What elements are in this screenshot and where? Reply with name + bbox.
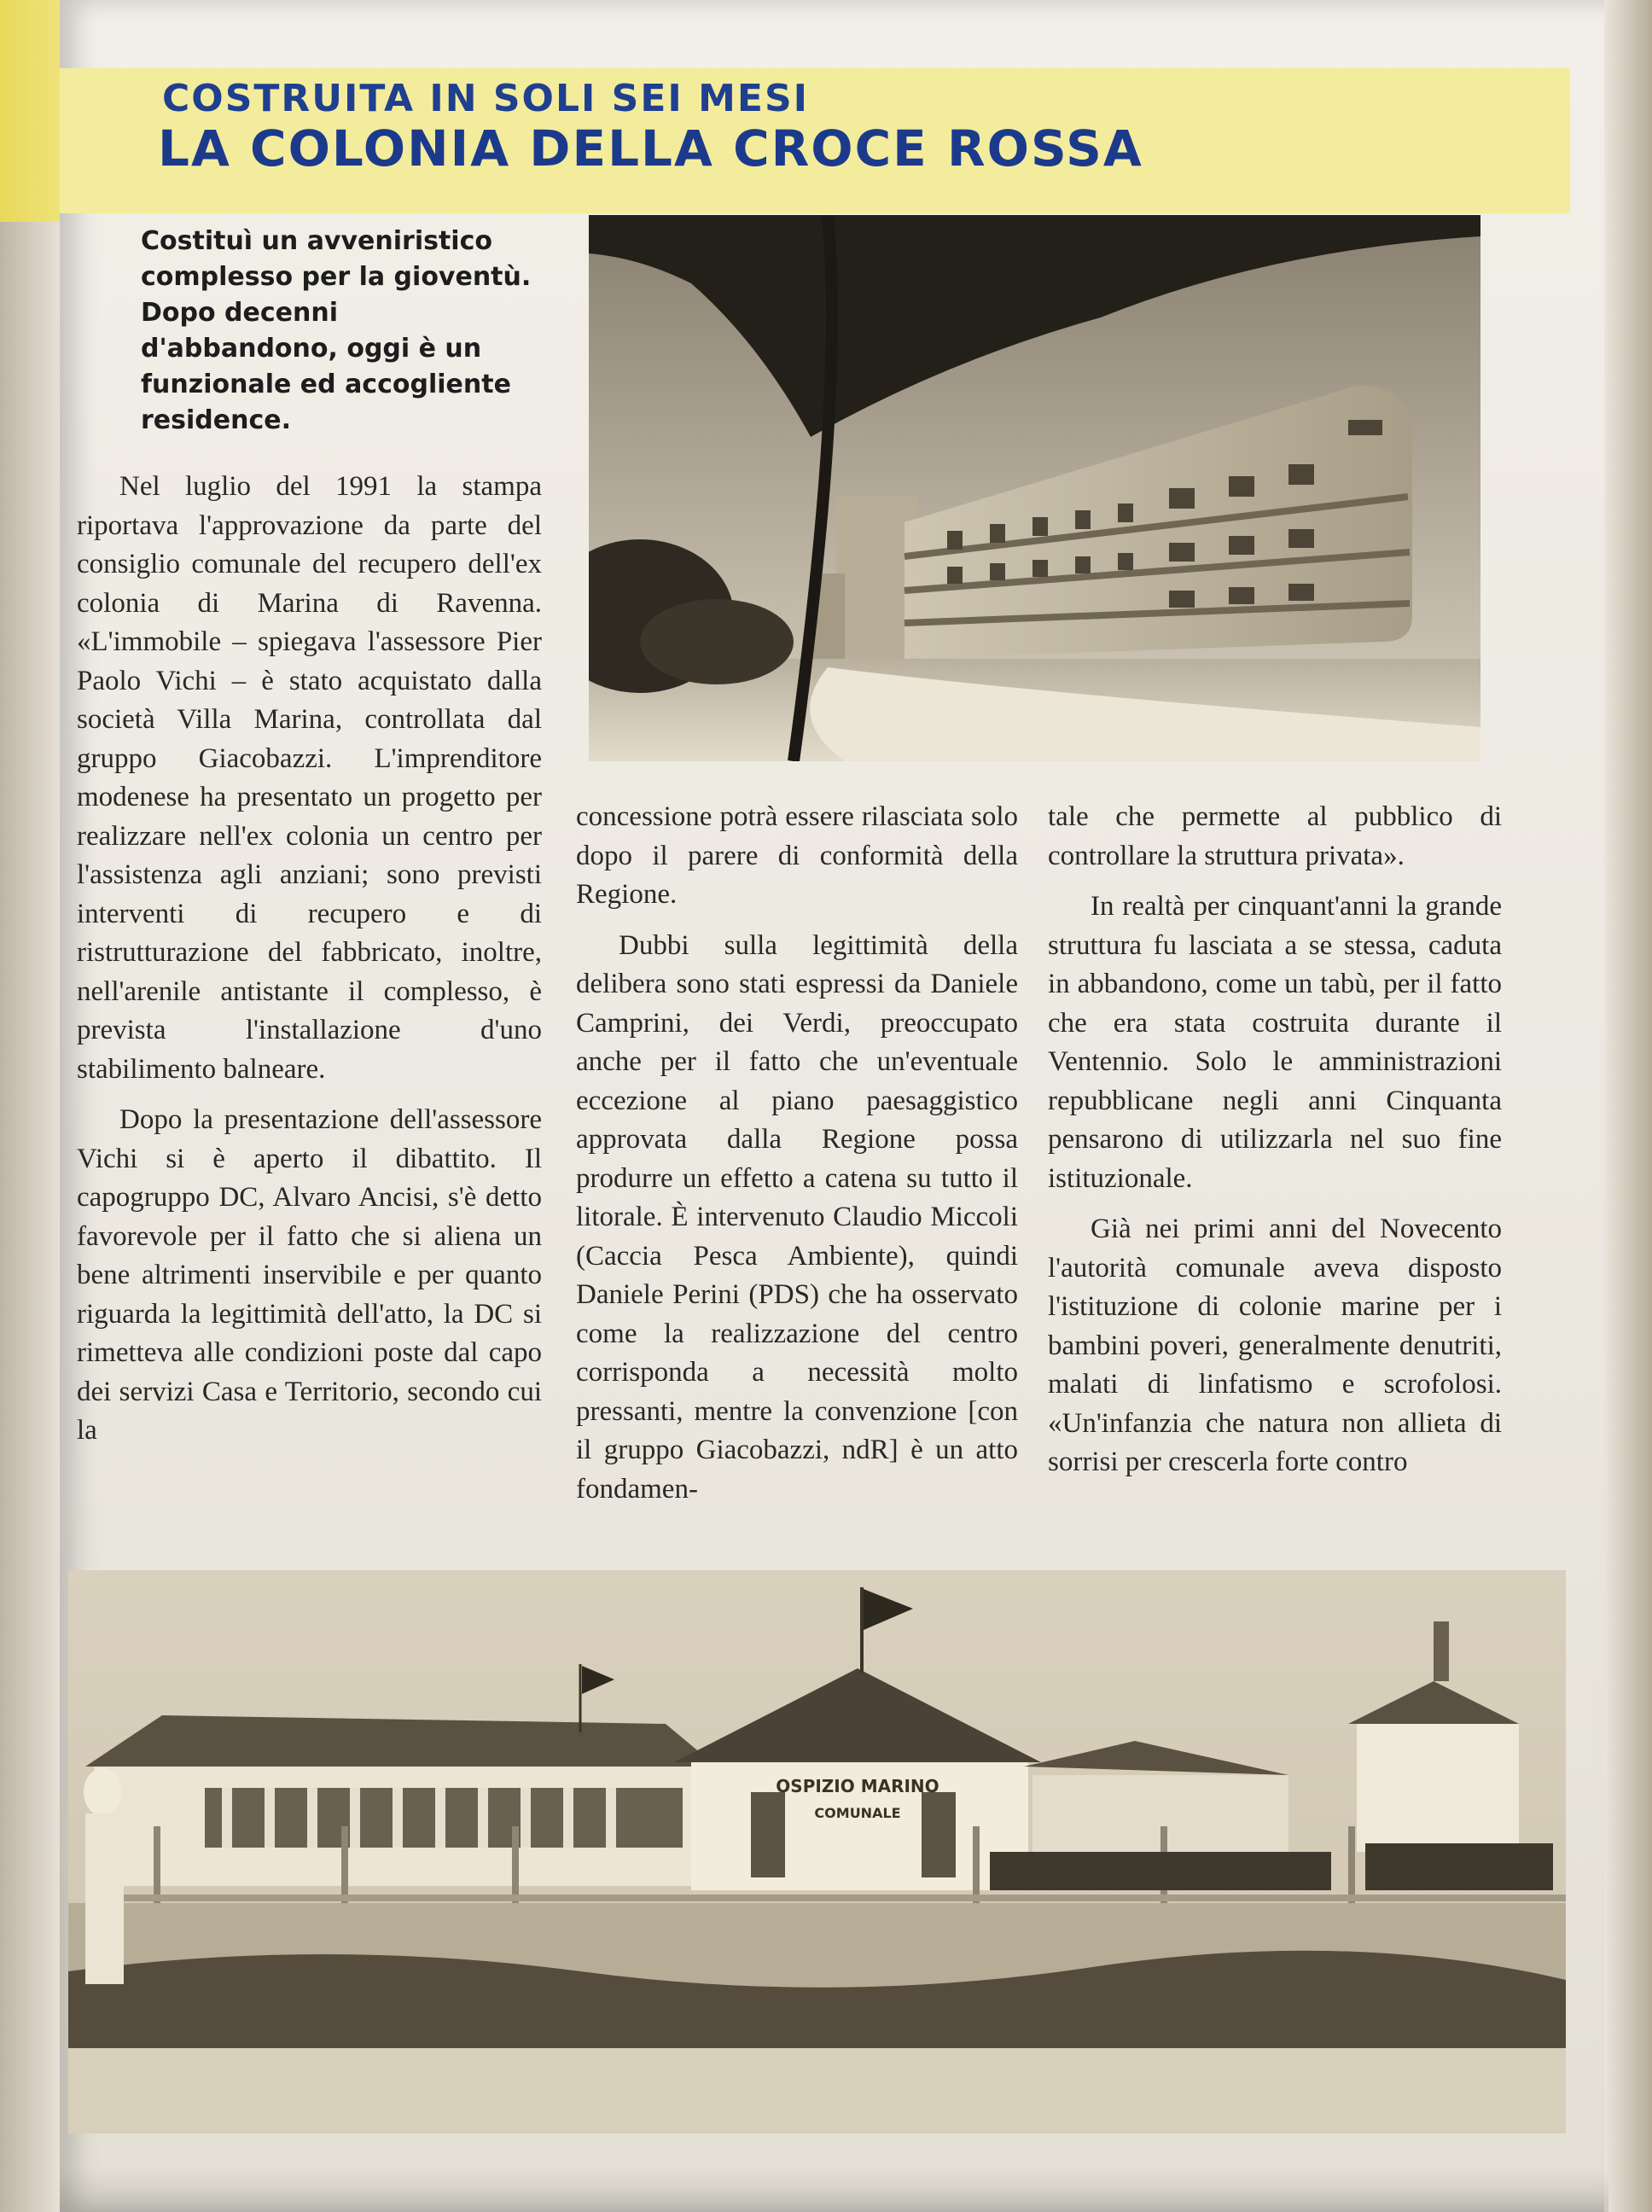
ospizio-marino-photo [68,1570,1566,2133]
paragraph: Dubbi sulla legittimità della delibera sono stati espressi da Daniele Camprini, dei Verdi, preoccupato anche per il fatto che un'eventuale eccezione al piano paesaggistico approvata dalla Regione possa produrre un effetto a catena su tutto il litorale. È intervenuto Claudio Miccoli (Caccia Pesca Ambiente), quindi Daniele Perini (PDS) che ha osservato come la realizzazione del centro corrisponda a necessità molto pressanti, mentre la convenzione [con il gruppo Giacobazzi, ndR] è un atto fondamen- [576,929,1018,1505]
colony-building-illustration [589,215,1480,761]
paragraph: Dopo la presentazione dell'assessore Vichi si è aperto il dibattito. Il capogruppo DC, Alvaro Ancisi, s'è detto favorevole per il fatto che si aliena un bene altrimenti inservibile e per quanto riguarda la legittimità dell'atto, la DC si rimetteva alle condizioni poste dal capo dei servizi Casa e Territorio, secondo cui la [77,1104,542,1446]
paragraph: In realtà per cinquant'anni la grande struttura fu lasciata a se stessa, caduta in abbandono, come un tabù, per il fatto che era stata costruita durante il Ventennio. Solo le amministrazioni repubblicane negli anni Cinquanta pensarono di utilizzarla nel suo fine istituzionale. [1048,891,1502,1194]
left-page-edge [0,205,60,2212]
title-kicker: COSTRUITA IN SOLI SEI MESI [162,77,810,120]
left-page-yellow-edge [0,0,60,222]
page-title: LA COLONIA DELLA CROCE ROSSA [158,119,1143,178]
paragraph: tale che permette al pubblico di controllare la struttura privata». [1048,801,1502,871]
paragraph: Nel luglio del 1991 la stampa riportava l'approvazione da parte del consiglio comunale del recupero dell'ex colonia di Marina di Ravenna. «L'immobile – spiegava l'assessore Pier Paolo Vichi – è stato acquistato dalla società Villa Marina, controllata dal gruppo Giacobazzi. L'imprenditore modenese ha presentato un progetto per realizzare nell'ex colonia un centro per l'assistenza agli anziani; sono previsti interventi di recupero e di ristrutturazione del fabbricato, inoltre, nell'arenile antistante il complesso, è prevista l'installazione d'uno stabilimento balneare. [77,471,542,1085]
paragraph: Già nei primi anni del Novecento l'autorità comunale aveva disposto l'istituzione di colonie marine per i bambini poveri, generalmente denutriti, malati di linfatismo e scrofolosi. «Un'infanzia che natura non allieta di sorrisi per crescerla forte contro [1048,1214,1502,1477]
page-bottom-shadow [60,2168,1608,2212]
article-column-2 [576,798,1018,1521]
article-column-3 [1048,798,1502,1494]
colony-building-photo [589,215,1480,761]
sign-line-2: COMUNALE [814,1805,901,1821]
ospizio-marino-illustration [68,1570,1566,2133]
right-page-edge [1604,0,1652,2212]
paragraph: concessione potrà essere rilasciata solo dopo il parere di conformità della Regione. [576,801,1018,910]
article-column-1 [77,468,542,1463]
lede-text: Costituì un avveniristico complesso per la gioventù. Dopo decenni d'abbandono, oggi è un funzionale ed accogliente residence. [141,226,532,435]
sign-line-1: OSPIZIO MARINO [776,1776,939,1796]
